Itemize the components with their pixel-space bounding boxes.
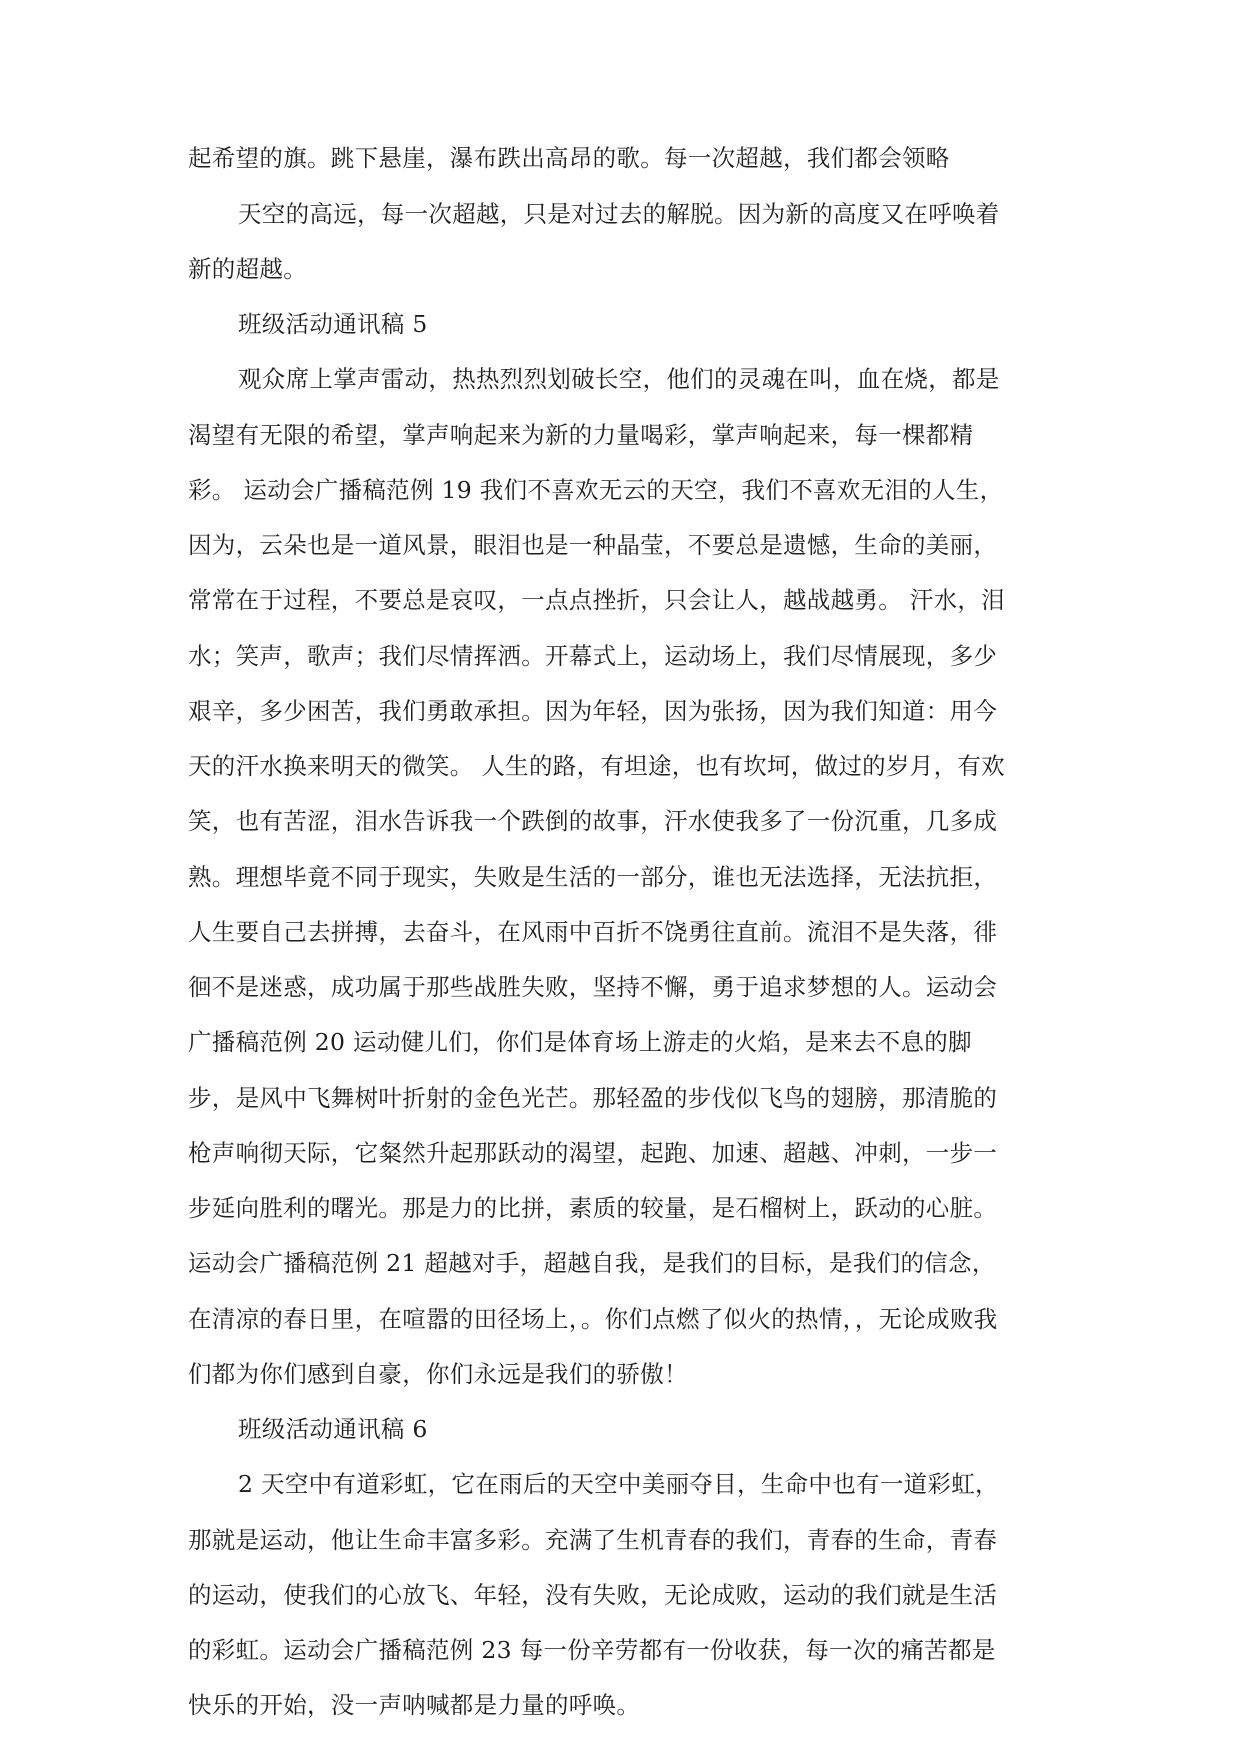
text-line: 观众席上掌声雷动，热热烈烈划破长空，他们的灵魂在叫，血在烧，都是 — [238, 365, 1000, 393]
text-line: 彩。 运动会广播稿范例 19 我们不喜欢无云的天空，我们不喜欢无泪的人生， — [188, 476, 1004, 504]
section-heading: 班级活动通讯稿 6 — [238, 1415, 428, 1443]
text-line: 步延向胜利的曙光。那是力的比拼，素质的较量，是石榴树上，跃动的心脏。 — [188, 1194, 998, 1222]
text-line: 笑，也有苦涩，泪水告诉我一个跌倒的故事，汗水使我多了一份沉重，几多成 — [188, 807, 998, 835]
text-line: 熟。理想毕竟不同于现实，失败是生活的一部分，谁也无法选择，无法抗拒， — [188, 863, 998, 891]
text-line: 运动会广播稿范例 21 超越对手，超越自我，是我们的目标，是我们的信念， — [188, 1249, 996, 1277]
text-line: 新的超越。 — [188, 255, 307, 283]
text-line: 在清凉的春日里，在喧嚣的田径场上，。你们点燃了似火的热情，，无论成败我 — [188, 1305, 998, 1333]
text-line: 枪声响彻天际，它粲然升起那跃动的渴望，起跑、加速、超越、冲刺，一步一 — [188, 1139, 998, 1167]
text-line: 天空的高远，每一次超越，只是对过去的解脱。因为新的高度又在呼唤着 — [238, 200, 1000, 228]
text-line: 那就是运动，他让生命丰富多彩。充满了生机青春的我们，青春的生命，青春 — [188, 1526, 998, 1554]
text-line: 天的汗水换来明天的微笑。 人生的路，有坦途，也有坎坷，做过的岁月，有欢 — [188, 752, 1005, 780]
text-line: 徊不是迷惑，成功属于那些战胜失败，坚持不懈，勇于追求梦想的人。运动会 — [188, 973, 998, 1001]
text-line: 水；笑声，歌声；我们尽情挥洒。开幕式上，运动场上，我们尽情展现，多少 — [188, 642, 998, 670]
text-line: 广播稿范例 20 运动健儿们，你们是体育场上游走的火焰，是来去不息的脚 — [188, 1028, 972, 1056]
text-line: 的运动，使我们的心放飞、年轻，没有失败，无论成败，运动的我们就是生活 — [188, 1581, 998, 1609]
text-line: 们都为你们感到自豪，你们永远是我们的骄傲！ — [188, 1360, 688, 1388]
text-line: 艰辛，多少困苦，我们勇敢承担。因为年轻，因为张扬，因为我们知道：用今 — [188, 697, 998, 725]
text-line: 起希望的旗。跳下悬崖，瀑布跌出高昂的歌。每一次超越，我们都会领略 — [188, 144, 950, 172]
text-line: 快乐的开始，没一声呐喊都是力量的呼唤。 — [188, 1691, 641, 1719]
section-heading: 班级活动通讯稿 5 — [238, 310, 428, 338]
text-line: 人生要自己去拼搏，去奋斗，在风雨中百折不饶勇往直前。流泪不是失落，徘 — [188, 918, 998, 946]
text-line: 的彩虹。运动会广播稿范例 23 每一份辛劳都有一份收获，每一次的痛苦都是 — [188, 1636, 996, 1664]
text-line: 常常在于过程，不要总是哀叹，一点点挫折，只会让人，越战越勇。 汗水，泪 — [188, 586, 1005, 614]
text-line: 2 天空中有道彩虹，它在雨后的天空中美丽夺目，生命中也有一道彩虹， — [238, 1470, 999, 1498]
text-line: 渴望有无限的希望，掌声响起来为新的力量喝彩，掌声响起来，每一棵都精 — [188, 421, 974, 449]
text-line: 步，是风中飞舞树叶折射的金色光芒。那轻盈的步伐似飞鸟的翅膀，那清脆的 — [188, 1084, 998, 1112]
text-line: 因为，云朵也是一道风景，眼泪也是一种晶莹，不要总是遗憾，生命的美丽， — [188, 531, 998, 559]
